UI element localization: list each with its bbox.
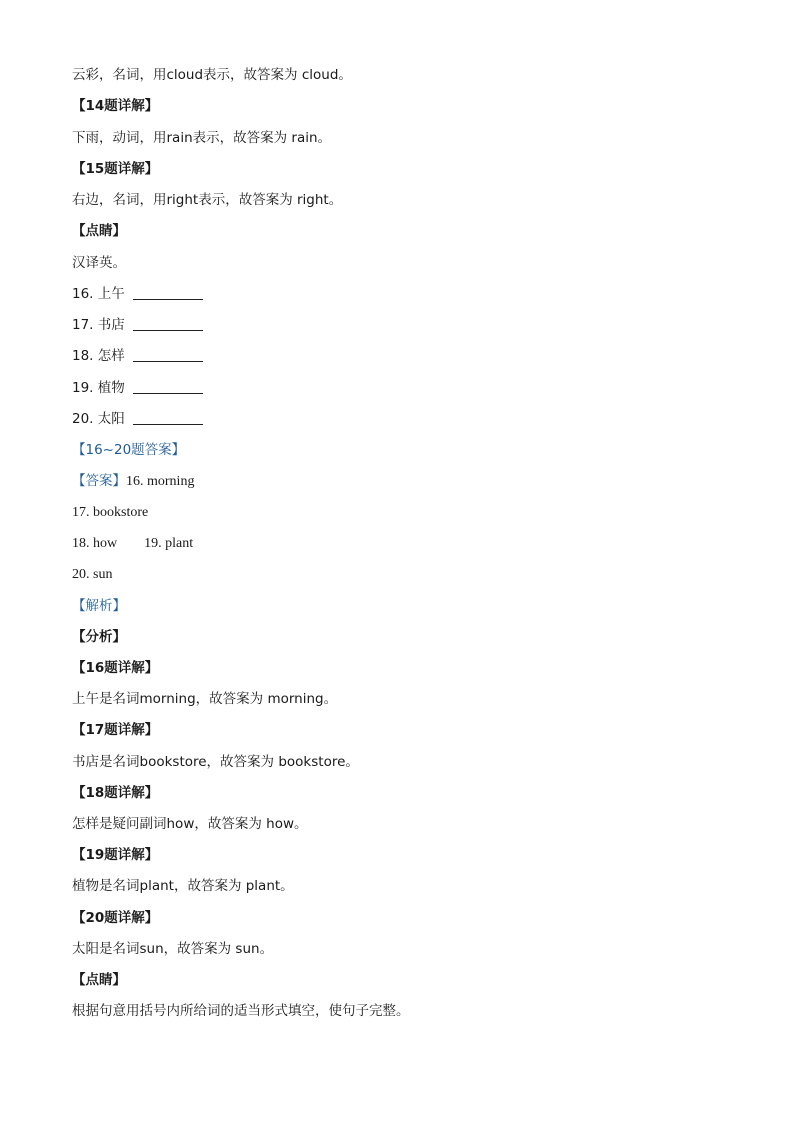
question-label: 20. 太阳 — [72, 411, 125, 427]
heading-15-detail: 【15题详解】 — [72, 161, 159, 177]
question-17 — [72, 315, 203, 335]
answer-19: 19. plant — [144, 536, 194, 551]
heading-18-detail: 【18题详解】 — [72, 785, 159, 801]
question-label: 19. 植物 — [72, 380, 125, 396]
heading-19-detail: 【19题详解】 — [72, 847, 159, 863]
answer-17: 17. bookstore — [72, 505, 149, 520]
question-18 — [72, 346, 203, 366]
answer-18: 18. how — [72, 536, 118, 551]
answer-blank — [133, 316, 203, 331]
explanation-18: 怎样是疑问副词how，故答案为 how。 — [72, 816, 308, 832]
question-label: 18. 怎样 — [72, 348, 125, 364]
answer-blank — [133, 285, 203, 300]
heading-dianjing-2: 【点睛】 — [72, 972, 126, 988]
question-label: 16. 上午 — [72, 286, 125, 302]
explanation-16: 上午是名词morning，故答案为 morning。 — [72, 691, 338, 707]
question-20 — [72, 409, 203, 429]
instruction-text: 汉译英。 — [72, 255, 126, 271]
heading-16-detail: 【16题详解】 — [72, 660, 159, 676]
explanation-15: 右边，名词，用right表示，故答案为 right。 — [72, 192, 343, 208]
answer-blank — [133, 410, 203, 425]
answer-blank — [133, 347, 203, 362]
answer-20: 20. sun — [72, 567, 113, 582]
explanation-20: 太阳是名词sun，故答案为 sun。 — [72, 941, 274, 957]
answer-tag: 【答案】 — [72, 473, 126, 489]
heading-14-detail: 【14题详解】 — [72, 98, 159, 114]
explanation-17: 书店是名词bookstore，故答案为 bookstore。 — [72, 754, 359, 770]
answer-line-18-19 — [72, 534, 193, 554]
answer-blank — [133, 379, 203, 394]
question-16 — [72, 284, 203, 304]
answer-line-16 — [72, 471, 194, 492]
analysis-tag: 【解析】 — [72, 598, 126, 614]
heading-fenxi: 【分析】 — [72, 629, 126, 645]
question-19 — [72, 378, 203, 398]
explanation-14: 下雨，动词，用rain表示，故答案为 rain。 — [72, 130, 332, 146]
explanation-13: 云彩，名词，用cloud表示，故答案为 cloud。 — [72, 67, 352, 83]
heading-17-detail: 【17题详解】 — [72, 722, 159, 738]
heading-20-detail: 【20题详解】 — [72, 910, 159, 926]
heading-dianjing: 【点睛】 — [72, 223, 126, 239]
final-instruction: 根据句意用括号内所给词的适当形式填空，使句子完整。 — [72, 1003, 410, 1019]
answer-16: 16. morning — [126, 474, 195, 489]
question-label: 17. 书店 — [72, 317, 125, 333]
explanation-19: 植物是名词plant，故答案为 plant。 — [72, 878, 294, 894]
answer-heading: 【16~20题答案】 — [72, 442, 186, 458]
